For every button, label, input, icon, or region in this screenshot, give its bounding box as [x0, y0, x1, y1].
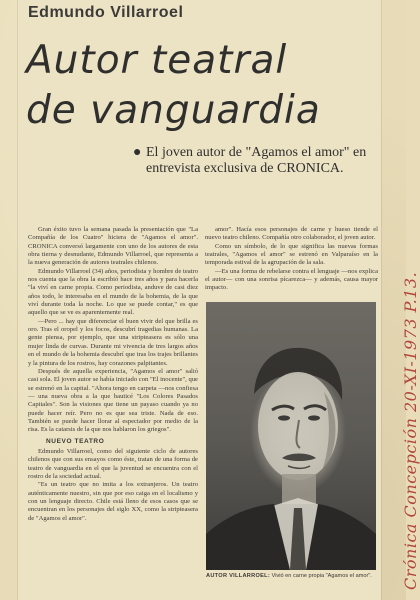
deck-subtitle [133, 145, 378, 177]
article-paragraph: Como un símbolo, de lo que significa las nuevas formas teatrales, "Agamos el amor" se estrenó en Valparaíso en la temporada estival de la agrupación de la sala. [205, 242, 378, 267]
article-paragraph: —Es una forma de rebelarse contra el lenguaje —nos explica el autor— con una sonrisa pícarezca— y además, causa mayor impacto. [205, 267, 378, 292]
article-paragraph: Gran éxito tuvo la semana pasada la presentación que "La Compañía de los Cuatro" hiciera de "Agamos el amor". CRONICA conversó largamente con uno de los autores de esta obra tierna y desnudante, Edmundo Villarroel, que representa a la nueva generación de autores teatrales chilenos. [28, 226, 198, 267]
deck-text: El joven autor de "Agamos el amor" en entrevista exclusiva de CRONICA. [146, 145, 367, 176]
article-paragraph: —Pero ... hay que diferenciar el buen vivir del que brilla es oro. Tras el oropel y los focos, descubrí tragedias humanas. La gente piensa, por ejemplo, que una stripteasera es sólo una mujer linda de curvas. Durante mi vivencia de tres largos años en el mundo de la bohemia descubrí que tras los trajes brillantes y la pintura de los rostros, hay corazones palpitantes. [28, 317, 198, 367]
caption-text: Vivió en carne propia "Agamos el amor". [271, 573, 372, 579]
bullet-icon: ● [133, 145, 142, 160]
headline-line-1: Autor teatral [26, 38, 288, 83]
author-portrait-photo [206, 302, 376, 570]
portrait-illustration [206, 302, 376, 570]
section-subheading: NUEVO TEATRO [46, 437, 105, 445]
article-column-right [205, 226, 378, 296]
article-paragraph: Edmundo Villarroel, como del siguiente ciclo de autores chilenos que con sus ensayos como éste, tratan de una forma de teatro de vanguardia en el que la juventud se encuentra con el rostro de la sociedad actual. [28, 447, 198, 480]
handwritten-source-note: Crónica Concepción 20-XI-1973 P.13. [401, 271, 420, 590]
handwritten-annotation [381, 212, 420, 592]
photo-caption [206, 573, 378, 580]
article-paragraph: Después de aquella experiencia, "Agamos el amor" salió casi sola. El joven autor se había iniciado con "El inocente", que se estrenó en la capital. "Ahora tengo en carpeta —nos confiesa— una nueva obra a la que bauticé "Los Colores Pasados Capitales". Son la visiones que tiene un payaso cuando ya no puede hacer reír. Pero no es que sea triste. Nada de eso. También se puede hacer llorar al espectador por medio de la risa. Es la catarsis de la que nos hablaron los griegos". [28, 367, 198, 434]
caption-name: AUTOR VILLARROEL: [206, 573, 271, 579]
byline: Edmundo Villarroel [28, 4, 184, 21]
article-column-left [28, 226, 198, 596]
article-paragraph: Edmundo Villarroel (34) años, periodista y hombre de teatro nos cuenta que la obra la escribió hace tres años y para hacerla "la viví en carne propia. Como periodista, anduve de casi diez años todo, le interesaba en el mundo de la bohemia, de la que viví durante toda la noche. Lo que se puede contar," es que aquello que se ve es aparentemente real. [28, 267, 198, 317]
headline-line-2: de vanguardia [26, 88, 321, 133]
article-paragraph: amor". Hacía esos personajes de carne y hueso tiende el nuevo teatro chileno. Compañía otro colaborador, el joven autor. [205, 226, 378, 242]
article-paragraph: "Es un teatro que no imita a los extranjeros. Un teatro auténticamente nuestro, sin que por eso caiga en el localismo y con un lenguaje directo. Chile está lleno de esos casos que se encuentran en los personajes del siglo XX, como la stripteasera de "Agamos el amor". [28, 481, 198, 522]
